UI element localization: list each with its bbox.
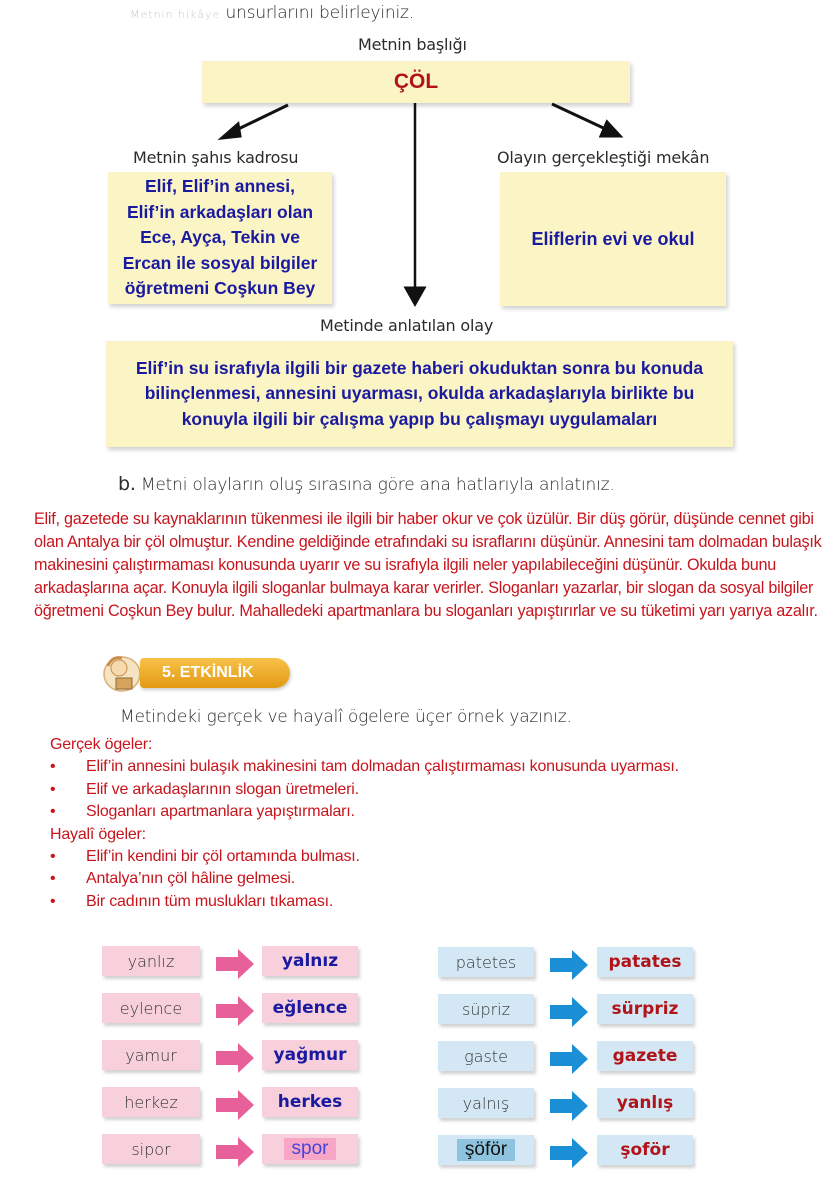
activity-badge (100, 652, 295, 694)
characters-line: Elif’in arkadaşları olan (126, 201, 314, 222)
bullet-icon: • (50, 758, 56, 776)
pink-arrow-icon (216, 949, 254, 979)
title-label: Metnin başlığı (358, 35, 467, 54)
pink-arrow-icon (216, 996, 254, 1026)
bullet-icon: • (50, 848, 56, 866)
correct-word-card: eğlence (262, 993, 358, 1023)
correct-word-card: patates (597, 947, 693, 977)
wrong-word-card: yanlız (102, 946, 200, 976)
intro-faded-prefix: Metnin hikâye (130, 8, 221, 21)
list-item: • Sloganları apartmanlara yapıştırmaları. (50, 801, 810, 823)
title-note (202, 61, 630, 103)
blue-arrow-icon (550, 950, 588, 980)
blue-arrow-icon (550, 1091, 588, 1121)
characters-line: Ece, Ayça, Tekin ve (140, 227, 300, 248)
intro-text: unsurlarını belirleyiniz. (225, 3, 414, 23)
list-item: • Bir cadının tüm muslukları tıkaması. (50, 891, 810, 913)
list-item: • Elif ve arkadaşlarının slogan üretmeleri. (50, 779, 810, 801)
elements-list (50, 734, 810, 913)
arrowhead-right-icon (601, 122, 620, 136)
blue-arrow-icon (550, 1138, 588, 1168)
blue-arrow-icon (550, 1044, 588, 1074)
wrong-word-card: patetes (438, 947, 534, 977)
characters-line: Elif, Elif’in annesi, (144, 176, 296, 197)
arrowhead-left-icon (222, 124, 240, 138)
list-item: • Elif’in annesini bulaşık makinesini tam dolmadan çalıştırmaması konusunda uyarması. (50, 756, 810, 778)
real-heading: Gerçek ögeler: (50, 736, 153, 753)
wrong-word-card: yamur (102, 1040, 200, 1070)
wrong-word-card: yalnış (438, 1088, 534, 1118)
activity-instruction: Metindeki gerçek ve hayalî ögelere üçer örnek yazınız. (120, 707, 572, 727)
correct-word-card: gazete (597, 1041, 693, 1071)
correct-word-card: yağmur (262, 1040, 358, 1070)
place-label: Olayın gerçekleştiği mekân (497, 148, 710, 167)
list-item: • Antalya’nın çöl hâline gelmesi. (50, 868, 810, 890)
correct-word-card: yanlış (597, 1088, 693, 1118)
bullet-icon: • (50, 780, 56, 798)
correct-word-card: herkes (262, 1087, 358, 1117)
wrong-word-card: gaste (438, 1041, 534, 1071)
wrong-word-card: eylence (102, 993, 200, 1023)
arrowhead-down-icon (406, 288, 424, 304)
event-value: Elif’in su israfıyla ilgili bir gazete haberi okuduktan sonra bu konuda bilinçlenmesi, annesini uyarması, okulda arkadaşlarıyla birlikte bu konuyla ilgili bir çalışma yapıp bu çalışmayı uygulamaları (135, 357, 704, 429)
event-label: Metinde anlatılan olay (320, 316, 494, 335)
pink-arrow-icon (216, 1137, 254, 1167)
activity-title: 5. ETKİNLİK (140, 658, 290, 688)
imaginary-heading: Hayalî ögeler: (50, 825, 146, 843)
characters-label: Metnin şahıs kadrosu (133, 148, 299, 167)
characters-line: Ercan ile sosyal bilgiler (122, 252, 318, 273)
correct-word-card: spor (262, 1134, 358, 1164)
list-item: • Elif’in kendini bir çöl ortamında bulması. (50, 846, 810, 868)
correct-word-card: şoför (597, 1135, 693, 1165)
characters-line: öğretmeni Coşkun Bey (124, 278, 316, 299)
correct-word-card: sürpriz (597, 994, 693, 1024)
question-b (118, 473, 615, 495)
wrong-word-card: sipor (102, 1134, 200, 1164)
place-note (500, 172, 726, 306)
correct-word-card: yalnız (262, 946, 358, 976)
question-b-letter: b. (118, 473, 136, 495)
wrong-word-card: şöför (438, 1135, 534, 1165)
question-b-text: Metni olayların oluş sırasına göre ana hatlarıyla anlatınız. (140, 475, 615, 495)
question-b-answer: Elif, gazetede su kaynaklarının tükenmesi ile ilgili bir haber okur ve çok üzülür. Bir düş görür, düşünde cennet gibi olan Antalya bir çöl olmuştur. Kendine geldiğinde etrafındaki su israflarını düşünür. Annesini tam dolmadan bulaşık makinesini çalıştırmaması konusunda uyarır ve su israfıyla ilgili neler yapılabileceğini düşünür. Okulda bunu arkadaşlarına açar. Konuyla ilgili sloganlar bulmaya karar verirler. Sloganları yazarlar, bir slogan da sosyal bilgiler öğretmeni Coşkun Bey bulur. Mahalledeki apartmanlara bu sloganları yapıştırırlar ve su tüketimi yarı yarıya azalır. (34, 510, 822, 620)
blue-arrow-icon (550, 997, 588, 1027)
title-value: ÇÖL (393, 70, 439, 93)
pink-arrow-icon (216, 1090, 254, 1120)
bullet-icon: • (50, 892, 56, 910)
event-note (106, 341, 733, 447)
characters-note (108, 172, 332, 304)
place-value: Eliflerin evi ve okul (531, 228, 695, 249)
pink-arrow-icon (216, 1043, 254, 1073)
bullet-icon: • (50, 870, 56, 888)
bullet-icon: • (50, 803, 56, 821)
wrong-word-card: süpriz (438, 994, 534, 1024)
intro-instruction (130, 3, 414, 23)
wrong-word-card: herkez (102, 1087, 200, 1117)
